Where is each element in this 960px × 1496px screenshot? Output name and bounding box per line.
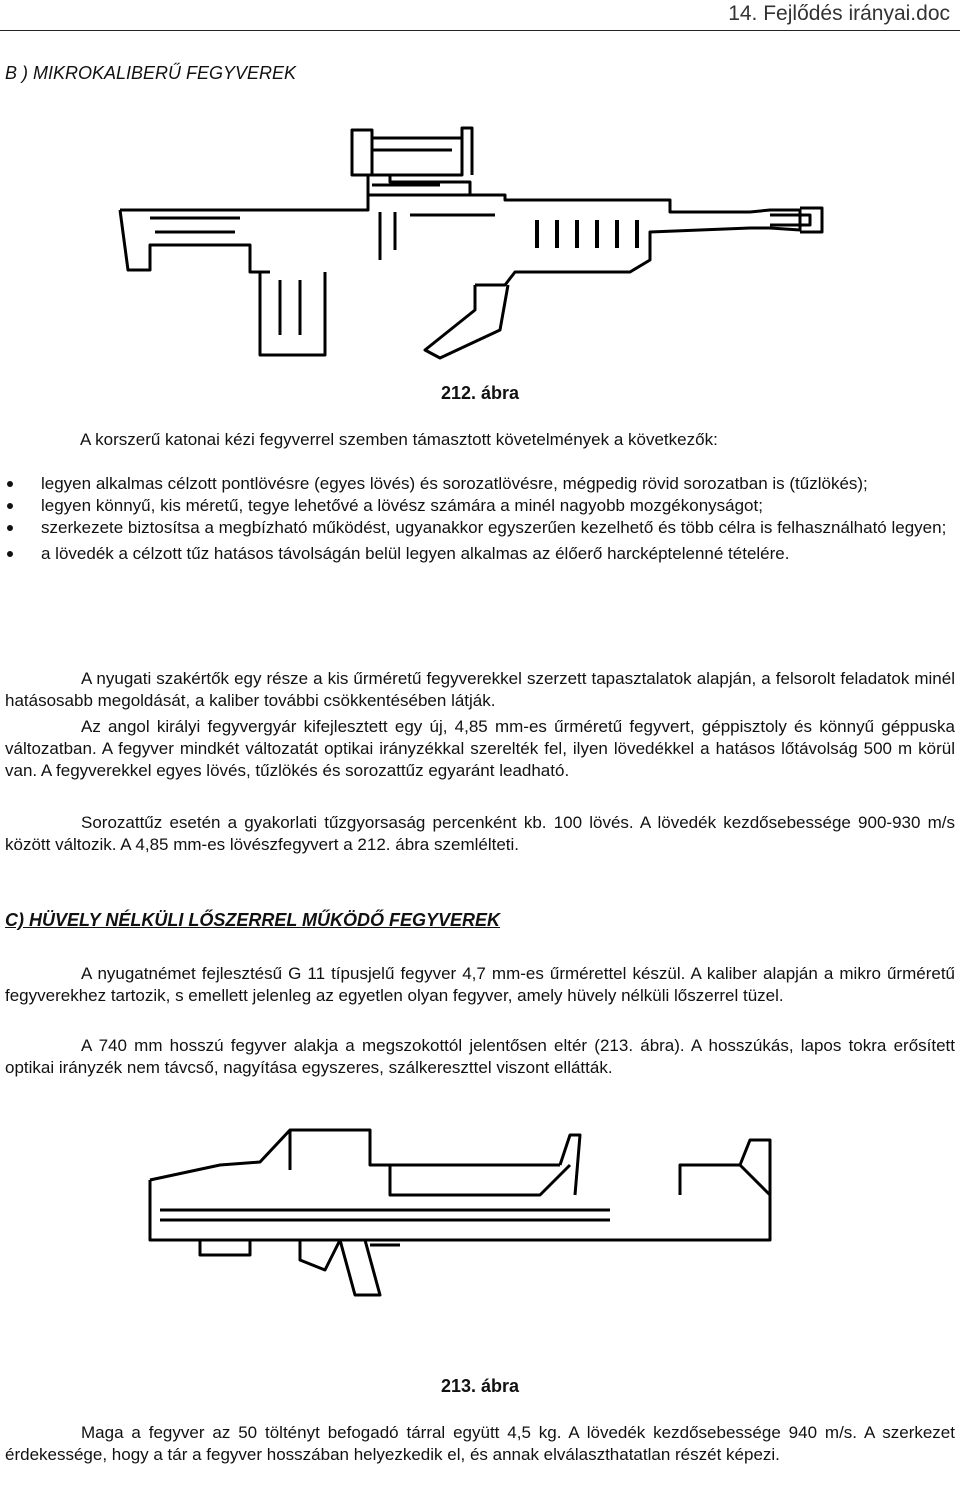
closing-paragraph: Maga a fegyver az 50 töltényt befogadó tárral együtt 4,5 kg. A lövedék kezdősebessége 940 m/s. A szerkezet érdekessége, hogy a tár a fegyver hosszában helyezkedik el, és annak elválaszthatatlan részét képezi. [5,1423,955,1464]
requirements-list [5,473,955,565]
list-item [5,543,955,565]
list-item-text: a lövedék a célzott tűz hatásos távolságán belül legyen alkalmas az élőerő harcképtelenné tételére. [41,544,790,563]
bullet-icon [7,481,13,487]
bullet-icon [7,503,13,509]
figure-213-caption: 213. ábra [440,1376,520,1396]
paragraph: A 740 mm hosszú fegyver alakja a megszokottól jelentősen eltér (213. ábra). A hosszúkás, lapos tokra erősített optikai irányzék nem távcső, nagyítása egyszeres, szálkereszttel viszont ellátták. [5,1036,955,1077]
paragraph: A nyugati szakértők egy része a kis űrméretű fegyverekkel szerzett tapasztalatok alapján, a felsorolt feladatok minél hatásosabb megoldását, a kaliber további csökkentésében látják. [5,669,955,710]
figure-213-rifle-drawing [140,1120,780,1360]
list-item [5,517,955,539]
paragraph: Az angol királyi fegyvergyár kifejlesztett egy új, 4,85 mm-es űrméretű fegyvert, géppisztoly és könnyű géppuska változatban. A fegyver mindkét változatát optikai irányzékkal szerelték fel, ilyen lövedékkel a hatásos lőtávolság 500 m körül van. A fegyverekkel egyes lövés, tűzlökés és sorozattűz egyaránt leadható. [5,717,955,780]
bullet-icon [7,551,13,557]
list-item [5,473,955,495]
figure-212-caption: 212. ábra [440,383,520,403]
list-item-text: szerkezete biztosítsa a megbízható működést, ugyanakkor egyszerűen kezelhető és több célra is felhasználható legyen; [41,518,947,537]
list-item-text: legyen alkalmas célzott pontlövésre (egyes lövés) és sorozatlövésre, mégpedig rövid sorozatban is (tűzlökés); [41,474,868,493]
list-item [5,495,955,517]
document-title: 14. Fejlődés irányai.doc [728,2,950,25]
section-c-title: C) HÜVELY NÉLKÜLI LŐSZERREL MŰKÖDŐ FEGYVEREK [5,910,501,930]
list-item-text: legyen könnyű, kis méretű, tegye lehetővé a lövész számára a minél nagyobb mozgékonyságot; [41,496,763,515]
section-b-title: B ) MIKROKALIBERŰ FEGYVEREK [5,63,297,83]
figure-212-rifle-drawing [110,120,830,380]
paragraph: A nyugatnémet fejlesztésű G 11 típusjelű fegyver 4,7 mm-es űrmérettel készül. A kaliber alapján a mikro űrméretű fegyverekhez tartozik, s emellett jelenleg az egyetlen olyan fegyver, amely hüvely nélküli lőszerrel tüzel. [5,964,955,1005]
requirements-intro: A korszerű katonai kézi fegyverrel szemben támasztott követelmények a következők: [80,430,718,449]
header-divider [0,30,960,31]
bullet-icon [7,525,13,531]
paragraph: Sorozattűz esetén a gyakorlati tűzgyorsaság percenként kb. 100 lövés. A lövedék kezdősebessége 900-930 m/s között változik. A 4,85 mm-es lövészfegyvert a 212. ábra szemlélteti. [5,813,955,854]
